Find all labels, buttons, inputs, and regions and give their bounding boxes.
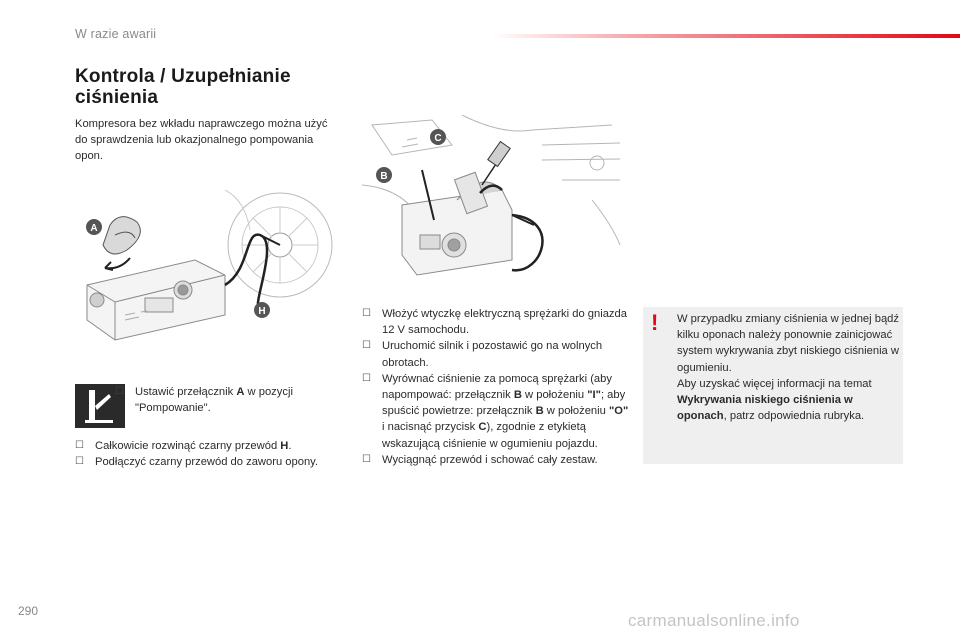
warning-exclamation-icon: ! (651, 310, 659, 335)
checkbox-bullet-icon: ☐ (75, 456, 84, 468)
checkbox-bullet-icon: ☐ (362, 372, 371, 384)
step-list-switch (115, 384, 335, 416)
callout-b: B (380, 171, 388, 182)
callout-c: C (434, 133, 442, 144)
callout-a: A (90, 223, 98, 234)
checkbox-bullet-icon: ☐ (362, 340, 371, 352)
list-item: ☐ Włożyć wtyczkę elektryczną sprężarki do gniazda 12 V samochodu. (362, 308, 627, 337)
page-title: Kontrola / Uzupełnianie ciśnienia (75, 66, 291, 108)
checkbox-bullet-icon: ☐ (362, 308, 371, 319)
page-number: 290 (18, 604, 39, 618)
checkbox-bullet-icon: ☐ (75, 440, 84, 451)
checkbox-bullet-icon: ☐ (362, 453, 371, 465)
warning-text: W przypadku zmiany ciśnienia w jednej bądź kilku oponach należy ponownie zainicjować system wykrywania zbyt niskiego ciśnienia w ogumieniu. Aby uzyskać więcej informacji na temat Wykrywania niskiego ciśnienia w oponach, patrz odpowiednia rubryka. (677, 313, 899, 423)
header-accent-rule (490, 34, 960, 38)
watermark: carmanualsonline.info (628, 611, 800, 630)
list-item: ☐ Wyciągnąć przewód i schować cały zestaw. (362, 452, 630, 468)
illustration-dashboard-socket (362, 115, 624, 290)
list-item: ☐ Całkowicie rozwinąć czarny przewód H. (75, 438, 337, 454)
list-item: ☐ Podłączyć czarny przewód do zaworu opony. (75, 454, 337, 470)
illustration-compressor-wheel (75, 190, 340, 360)
list-item: ☐ Uruchomić silnik i pozostawić go na wolnych obrotach. (362, 340, 603, 369)
intro-paragraph: Kompresora bez wkładu naprawczego można użyć do sprawdzenia lub okazjonalnego pompowania opon. (75, 118, 328, 163)
step-list-hose (75, 438, 337, 470)
section-title: W razie awarii (75, 27, 157, 41)
checkbox-bullet-icon: ☐ (115, 386, 124, 397)
list-item: ☐ Ustawić przełącznik A w pozycji "Pompowanie". (115, 386, 293, 415)
callout-h: H (258, 306, 266, 317)
step-list-inflate (362, 306, 630, 468)
list-item: ☐ Wyrównać ciśnienie za pomocą sprężarki (aby napompować: przełącznik B w położeniu "I"; aby spuścić powietrze: przełącznik B w położeniu "O" i nacisnąć przycisk C), zgodnie z etykietą wskazującą ciśnienie w ogumieniu pojazdu. (362, 372, 629, 450)
